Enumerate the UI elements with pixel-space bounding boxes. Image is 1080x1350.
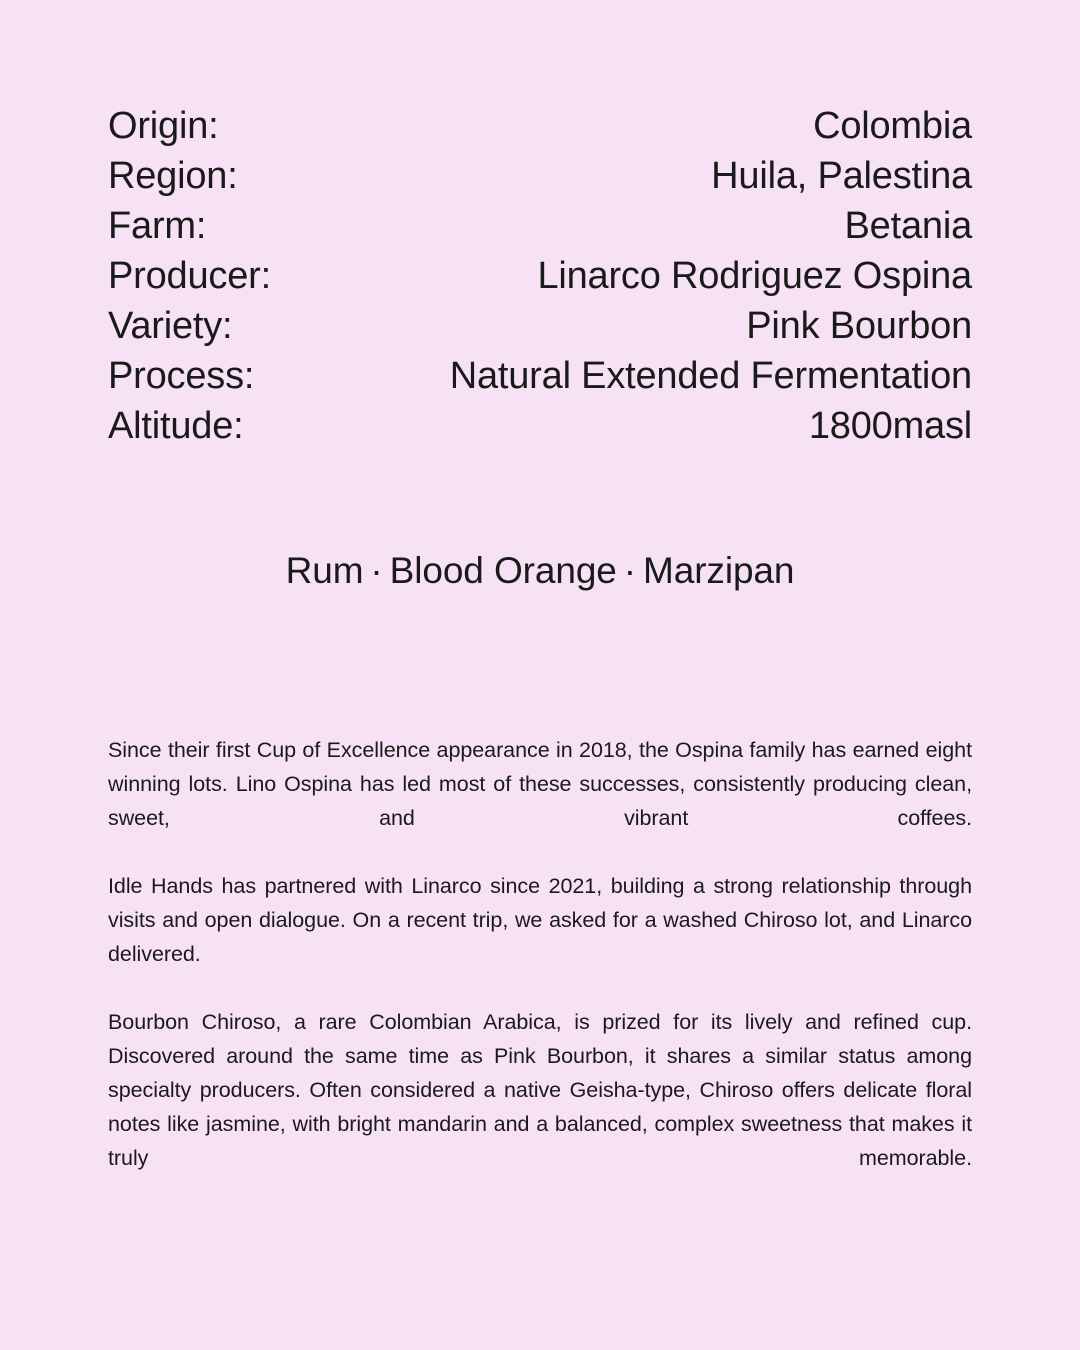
tasting-note-separator-2: · xyxy=(623,550,637,591)
spec-label-farm: Farm: xyxy=(108,205,207,247)
spec-value-farm: Betania xyxy=(844,205,972,247)
spec-value-origin: Colombia xyxy=(813,105,972,147)
description-paragraph-2: Idle Hands has partnered with Linarco since 2021, building a strong relationship through visits and open dialogue. On a recent trip, we asked for a washed Chiroso lot, and Linarco delivered. xyxy=(108,874,972,966)
spec-label-region: Region: xyxy=(108,155,238,197)
spec-value-variety: Pink Bourbon xyxy=(746,305,972,347)
description-paragraph-3: Bourbon Chiroso, a rare Colombian Arabica, is prized for its lively and refined cup. Discovered around the same time as Pink Bourbon, it shares a similar status among specialty producers. Often considered a native Geisha-type, Chiroso offers delicate floral notes like jasmine, with bright mandarin and a balanced, complex sweetness that makes it truly memorable. xyxy=(108,1010,972,1170)
tasting-note-separator-1: · xyxy=(370,550,383,591)
spec-label-process: Process: xyxy=(108,355,255,397)
spec-label-origin: Origin: xyxy=(108,105,219,147)
tasting-note-2: Blood Orange xyxy=(389,550,617,591)
spec-label-altitude: Altitude: xyxy=(108,405,244,447)
spec-row-variety xyxy=(108,301,972,351)
spec-row-region xyxy=(108,151,972,201)
tasting-note-3: Marzipan xyxy=(643,550,795,591)
spec-row-producer xyxy=(108,251,972,301)
spec-label-variety: Variety: xyxy=(108,305,233,347)
tasting-notes xyxy=(0,548,1080,594)
tasting-note-1: Rum xyxy=(285,550,364,591)
spec-row-origin xyxy=(108,101,972,151)
coffee-spec-table xyxy=(108,101,972,451)
spec-label-producer: Producer: xyxy=(108,255,271,297)
spec-value-producer: Linarco Rodriguez Ospina xyxy=(537,255,972,297)
spec-value-altitude: 1800masl xyxy=(808,405,972,447)
description-paragraph-1: Since their first Cup of Excellence appearance in 2018, the Ospina family has earned eight winning lots. Lino Ospina has led most of these successes, consistently producing clean, sweet, and vibrant coffees. xyxy=(108,738,972,830)
description-block xyxy=(108,733,972,1209)
spec-value-process: Natural Extended Fermentation xyxy=(449,355,972,397)
spec-row-process xyxy=(108,351,972,401)
spec-row-farm xyxy=(108,201,972,251)
spec-row-altitude xyxy=(108,401,972,451)
spec-value-region: Huila, Palestina xyxy=(711,155,972,197)
